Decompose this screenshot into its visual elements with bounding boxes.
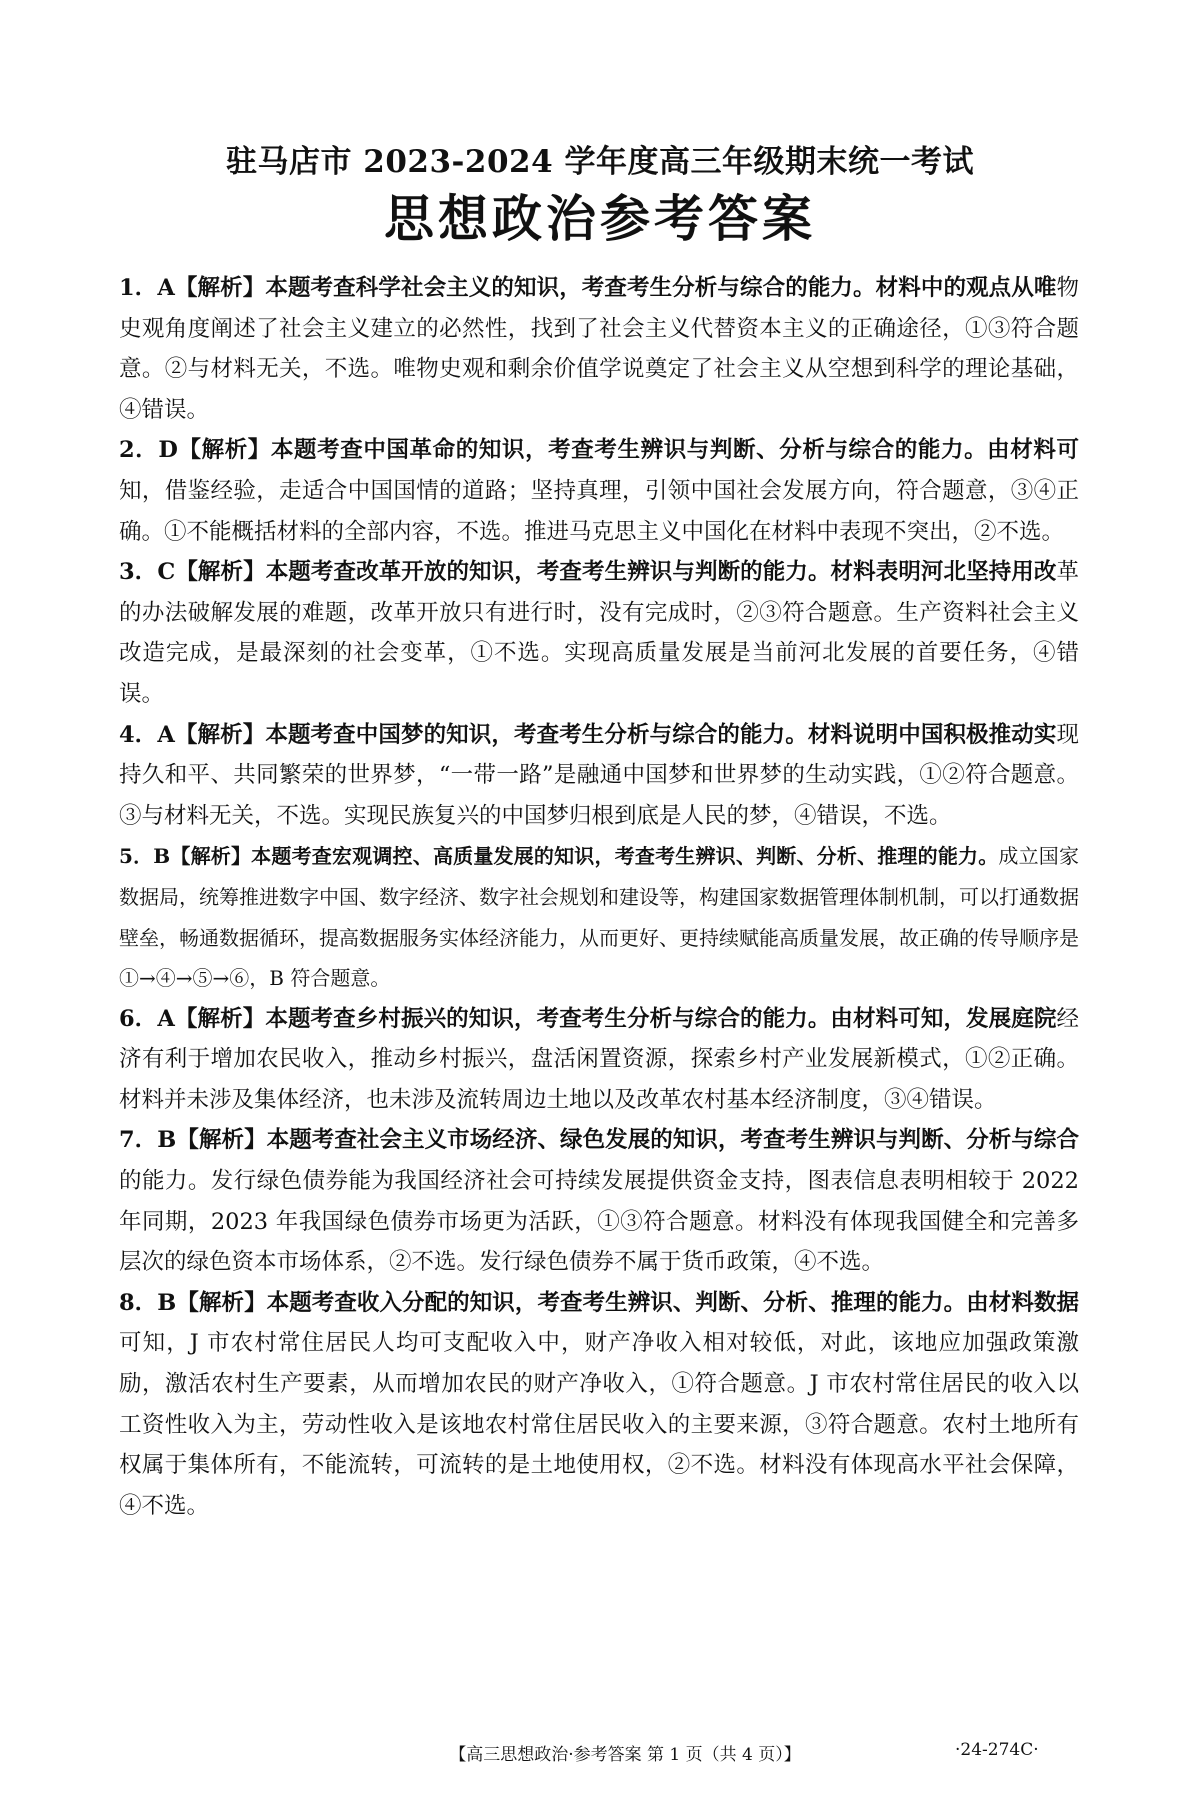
answer-item — [119, 999, 1079, 1121]
answer-item — [119, 268, 1079, 430]
answer-body: 物史观角度阐述了社会主义建立的必然性，找到了社会主义代替资本主义的正确途径，①③符合题意。②与材料无关，不选。唯物史观和剩余价值学说奠定了社会主义从空想到科学的理论基础，④错误。 — [119, 275, 1079, 423]
page-number-label: 【高三思想政治·参考答案 第 1 页（共 4 页）】 — [449, 1745, 801, 1765]
answer-item — [119, 552, 1079, 714]
answer-lead: 2．D【解析】本题考查中国革命的知识，考查考生辨识与判断、分析与综合的能力。由材料可 — [119, 437, 1079, 464]
answer-body: 现持久和平、共同繁荣的世界梦，“一带一路”是融通中国梦和世界梦的生动实践，①②符合题意。③与材料无关，不选。实现民族复兴的中国梦归根到底是人民的梦，④错误，不选。 — [119, 721, 1079, 829]
document-title: 思想政治参考答案 — [384, 189, 816, 248]
answer-list — [119, 268, 1079, 1526]
answer-lead: 1．A【解析】本题考查科学社会主义的知识，考查考生分析与综合的能力。材料中的观点从唯 — [119, 275, 1057, 301]
answer-lead: 6．A【解析】本题考查乡村振兴的知识，考查考生分析与综合的能力。由材料可知，发展庭院 — [119, 1005, 1057, 1032]
answer-lead: 4．A【解析】本题考查中国梦的知识，考查考生分析与综合的能力。材料说明中国积极推动实 — [119, 721, 1057, 748]
answer-item — [119, 430, 1079, 552]
document-code: ·24-274C· — [955, 1740, 1039, 1760]
answer-lead: 5．B【解析】本题考查宏观调控、高质量发展的知识，考查考生辨识、判断、分析、推理的能力。 — [119, 844, 999, 869]
answer-body: 成立国家数据局，统筹推进数字中国、数字经济、数字社会规划和建设等，构建国家数据管理体制机制，可以打通数据壁垒，畅通数据循环，提高数据服务实体经济能力，从而更好、更持续赋能高质量发展，故正确的传导顺序是①→④→⑤→⑥，B 符合题意。 — [119, 844, 1079, 991]
answer-body: 的能力。发行绿色债券能为我国经济社会可持续发展提供资金支持，图表信息表明相较于 2022 年同期，2023 年我国绿色债券市场更为活跃，①③符合题意。材料没有体现我国健全和完善多层次的绿色资本市场体系，②不选。发行绿色债券不属于货币政策，④不选。 — [119, 1168, 1079, 1276]
answer-item — [119, 1120, 1079, 1282]
answer-item — [119, 836, 1079, 998]
answer-body: 知，借鉴经验，走适合中国国情的道路；坚持真理，引领中国社会发展方向，符合题意，③④正确。①不能概括材料的全部内容，不选。推进马克思主义中国化在材料中表现不突出，②不选。 — [119, 477, 1079, 545]
exam-title: 驻马店市 2023-2024 学年度高三年级期末统一考试 — [225, 144, 974, 180]
answer-item — [119, 1283, 1079, 1527]
answer-body: 经济有利于增加农民收入，推动乡村振兴，盘活闲置资源，探索乡村产业发展新模式，①②正确。材料并未涉及集体经济，也未涉及流转周边土地以及改革农村基本经济制度，③④错误。 — [119, 1005, 1079, 1113]
answer-body: 可知，J 市农村常住居民人均可支配收入中，财产净收入相对较低，对此，该地应加强政策激励，激活农村生产要素，从而增加农民的财产净收入，①符合题意。J 市农村常住居民的收入以工资性收入为主，劳动性收入是该地农村常住居民收入的主要来源，③符合题意。农村土地所有权属于集体所有，不能流转，可流转的是土地使用权，②不选。材料没有体现高水平社会保障，④不选。 — [119, 1330, 1079, 1519]
answer-lead: 8．B【解析】本题考查收入分配的知识，考查考生辨识、判断、分析、推理的能力。由材料数据 — [119, 1289, 1079, 1316]
answer-item — [119, 715, 1079, 837]
document-header — [0, 140, 1200, 252]
answer-lead: 7．B【解析】本题考查社会主义市场经济、绿色发展的知识，考查考生辨识与判断、分析与综合 — [119, 1127, 1079, 1154]
answer-lead: 3．C【解析】本题考查改革开放的知识，考查考生辨识与判断的能力。材料表明河北坚持用改 — [119, 559, 1057, 586]
answer-body: 革的办法破解发展的难题，改革开放只有进行时，没有完成时，②③符合题意。生产资料社会主义改造完成，是最深刻的社会变革，①不选。实现高质量发展是当前河北发展的首要任务，④错误。 — [119, 559, 1079, 707]
